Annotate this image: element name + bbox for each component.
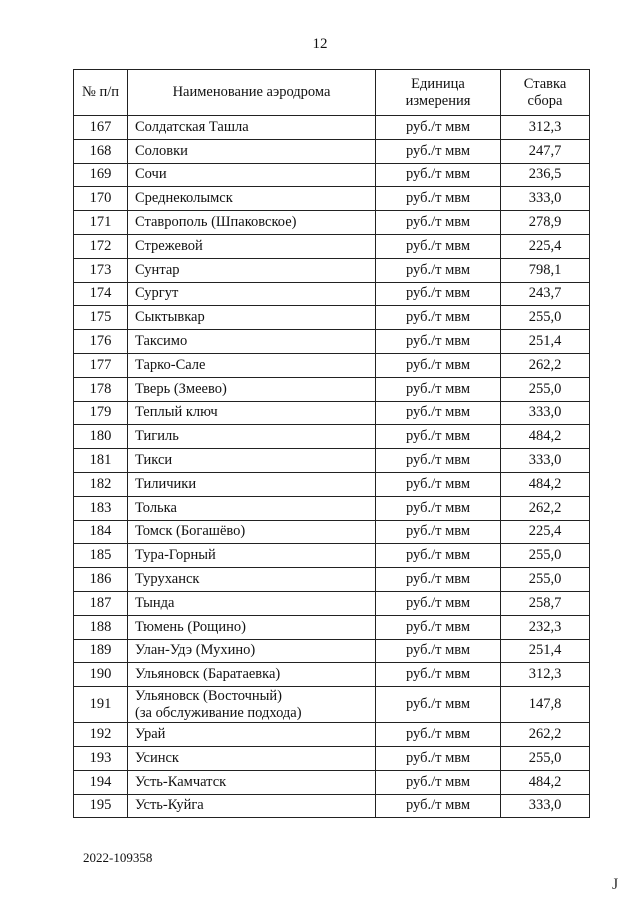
table-row [74, 401, 590, 425]
fee-rate: 243,7 [501, 282, 590, 306]
table-row [74, 234, 590, 258]
unit-of-measure: руб./т мвм [376, 496, 501, 520]
airport-fee-table [73, 69, 590, 818]
table-row [74, 330, 590, 354]
unit-of-measure: руб./т мвм [376, 472, 501, 496]
table-row [74, 306, 590, 330]
fee-rate: 262,2 [501, 353, 590, 377]
row-number: 174 [74, 282, 128, 306]
airport-name: Стрежевой [128, 234, 376, 258]
airport-name: Ульяновск (Баратаевка) [128, 663, 376, 687]
airport-name: Тигиль [128, 425, 376, 449]
row-number: 193 [74, 746, 128, 770]
fee-rate: 225,4 [501, 520, 590, 544]
table-row [74, 663, 590, 687]
table-row [74, 687, 590, 723]
table-row [74, 353, 590, 377]
header-rate-line1: Ставка [523, 75, 567, 92]
fee-rate: 333,0 [501, 401, 590, 425]
row-number: 169 [74, 163, 128, 187]
fee-rate: 333,0 [501, 794, 590, 818]
row-number: 194 [74, 770, 128, 794]
airport-name: Соловки [128, 139, 376, 163]
unit-of-measure: руб./т мвм [376, 401, 501, 425]
airport-name: Тикси [128, 449, 376, 473]
page-number: 12 [312, 36, 328, 52]
fee-rate: 312,3 [501, 116, 590, 140]
row-number: 188 [74, 615, 128, 639]
fee-rate: 333,0 [501, 449, 590, 473]
header-name: Наименование аэродрома [128, 70, 376, 116]
fee-rate: 255,0 [501, 544, 590, 568]
table-row [74, 520, 590, 544]
table-row [74, 282, 590, 306]
airport-name: Сыктывкар [128, 306, 376, 330]
fee-rate: 484,2 [501, 472, 590, 496]
airport-name: Таксимо [128, 330, 376, 354]
table-row [74, 377, 590, 401]
fee-rate: 255,0 [501, 568, 590, 592]
row-number: 179 [74, 401, 128, 425]
row-number: 177 [74, 353, 128, 377]
table-row [74, 770, 590, 794]
airport-name: Толька [128, 496, 376, 520]
table-row [74, 591, 590, 615]
unit-of-measure: руб./т мвм [376, 520, 501, 544]
unit-of-measure: руб./т мвм [376, 330, 501, 354]
row-number: 191 [74, 687, 128, 723]
unit-of-measure: руб./т мвм [376, 663, 501, 687]
fee-rate: 255,0 [501, 746, 590, 770]
row-number: 168 [74, 139, 128, 163]
fee-rate: 262,2 [501, 496, 590, 520]
fee-rate: 225,4 [501, 234, 590, 258]
row-number: 187 [74, 591, 128, 615]
row-number: 195 [74, 794, 128, 818]
fee-rate: 798,1 [501, 258, 590, 282]
fee-rate: 236,5 [501, 163, 590, 187]
airport-name: Томск (Богашёво) [128, 520, 376, 544]
airport-name: Ставрополь (Шпаковское) [128, 211, 376, 235]
airport-name: Солдатская Ташла [128, 116, 376, 140]
row-number: 184 [74, 520, 128, 544]
row-number: 175 [74, 306, 128, 330]
table-row [74, 163, 590, 187]
unit-of-measure: руб./т мвм [376, 639, 501, 663]
table-row [74, 639, 590, 663]
table-row [74, 544, 590, 568]
unit-of-measure: руб./т мвм [376, 449, 501, 473]
airport-name: Усинск [128, 746, 376, 770]
fee-rate: 232,3 [501, 615, 590, 639]
header-unit-line1: Единица [411, 75, 465, 92]
unit-of-measure: руб./т мвм [376, 163, 501, 187]
airport-name-line1: Ульяновск (Восточный) [135, 687, 282, 704]
airport-name: Тарко-Сале [128, 353, 376, 377]
unit-of-measure: руб./т мвм [376, 746, 501, 770]
unit-of-measure: руб./т мвм [376, 139, 501, 163]
fee-rate: 247,7 [501, 139, 590, 163]
row-number: 192 [74, 723, 128, 747]
header-rate [501, 70, 590, 116]
unit-of-measure: руб./т мвм [376, 187, 501, 211]
row-number: 178 [74, 377, 128, 401]
unit-of-measure: руб./т мвм [376, 116, 501, 140]
airport-name: Среднеколымск [128, 187, 376, 211]
table-row [74, 746, 590, 770]
unit-of-measure: руб./т мвм [376, 568, 501, 592]
table-row [74, 139, 590, 163]
fee-rate: 262,2 [501, 723, 590, 747]
fee-rate: 255,0 [501, 377, 590, 401]
row-number: 185 [74, 544, 128, 568]
row-number: 189 [74, 639, 128, 663]
table-row [74, 496, 590, 520]
row-number: 176 [74, 330, 128, 354]
unit-of-measure: руб./т мвм [376, 258, 501, 282]
table-row [74, 472, 590, 496]
airport-name: Улан-Удэ (Мухино) [128, 639, 376, 663]
airport-name: Тура-Горный [128, 544, 376, 568]
table-row [74, 425, 590, 449]
airport-name: Усть-Куйга [128, 794, 376, 818]
row-number: 183 [74, 496, 128, 520]
table-body [74, 116, 590, 818]
table-row [74, 723, 590, 747]
row-number: 171 [74, 211, 128, 235]
table-row [74, 116, 590, 140]
table-row [74, 258, 590, 282]
row-number: 172 [74, 234, 128, 258]
table-header-row [74, 70, 590, 116]
table-row [74, 568, 590, 592]
airport-name: Тиличики [128, 472, 376, 496]
table-row [74, 187, 590, 211]
unit-of-measure: руб./т мвм [376, 770, 501, 794]
fee-rate: 258,7 [501, 591, 590, 615]
fee-rate: 312,3 [501, 663, 590, 687]
fee-rate: 484,2 [501, 425, 590, 449]
airport-name: Тверь (Змеево) [128, 377, 376, 401]
airport-name: Сочи [128, 163, 376, 187]
airport-name-line2: (за обслуживание подхода) [135, 704, 302, 721]
row-number: 167 [74, 116, 128, 140]
row-number: 182 [74, 472, 128, 496]
unit-of-measure: руб./т мвм [376, 687, 501, 723]
corner-mark: J [612, 876, 619, 893]
airport-name: Тында [128, 591, 376, 615]
airport-name: Сунтар [128, 258, 376, 282]
unit-of-measure: руб./т мвм [376, 615, 501, 639]
unit-of-measure: руб./т мвм [376, 211, 501, 235]
row-number: 170 [74, 187, 128, 211]
unit-of-measure: руб./т мвм [376, 794, 501, 818]
header-num: № п/п [74, 70, 128, 116]
table-row [74, 211, 590, 235]
airport-name: Урай [128, 723, 376, 747]
unit-of-measure: руб./т мвм [376, 234, 501, 258]
unit-of-measure: руб./т мвм [376, 544, 501, 568]
unit-of-measure: руб./т мвм [376, 353, 501, 377]
unit-of-measure: руб./т мвм [376, 306, 501, 330]
fee-rate: 484,2 [501, 770, 590, 794]
unit-of-measure: руб./т мвм [376, 282, 501, 306]
header-unit-line2: измерения [405, 92, 471, 109]
airport-name: Сургут [128, 282, 376, 306]
unit-of-measure: руб./т мвм [376, 723, 501, 747]
fee-rate: 333,0 [501, 187, 590, 211]
fee-rate: 255,0 [501, 306, 590, 330]
row-number: 173 [74, 258, 128, 282]
row-number: 180 [74, 425, 128, 449]
table-row [74, 449, 590, 473]
airport-name: Тюмень (Рощино) [128, 615, 376, 639]
fee-rate: 147,8 [501, 687, 590, 723]
fee-rate: 251,4 [501, 330, 590, 354]
header-unit [376, 70, 501, 116]
table-row [74, 615, 590, 639]
header-rate-line2: сбора [527, 92, 563, 109]
airport-name: Туруханск [128, 568, 376, 592]
fee-rate: 251,4 [501, 639, 590, 663]
table-row [74, 794, 590, 818]
unit-of-measure: руб./т мвм [376, 377, 501, 401]
airport-name [128, 687, 376, 723]
unit-of-measure: руб./т мвм [376, 591, 501, 615]
row-number: 190 [74, 663, 128, 687]
row-number: 181 [74, 449, 128, 473]
document-code: 2022-109358 [83, 850, 153, 865]
airport-name: Теплый ключ [128, 401, 376, 425]
fee-rate: 278,9 [501, 211, 590, 235]
airport-name: Усть-Камчатск [128, 770, 376, 794]
row-number: 186 [74, 568, 128, 592]
unit-of-measure: руб./т мвм [376, 425, 501, 449]
